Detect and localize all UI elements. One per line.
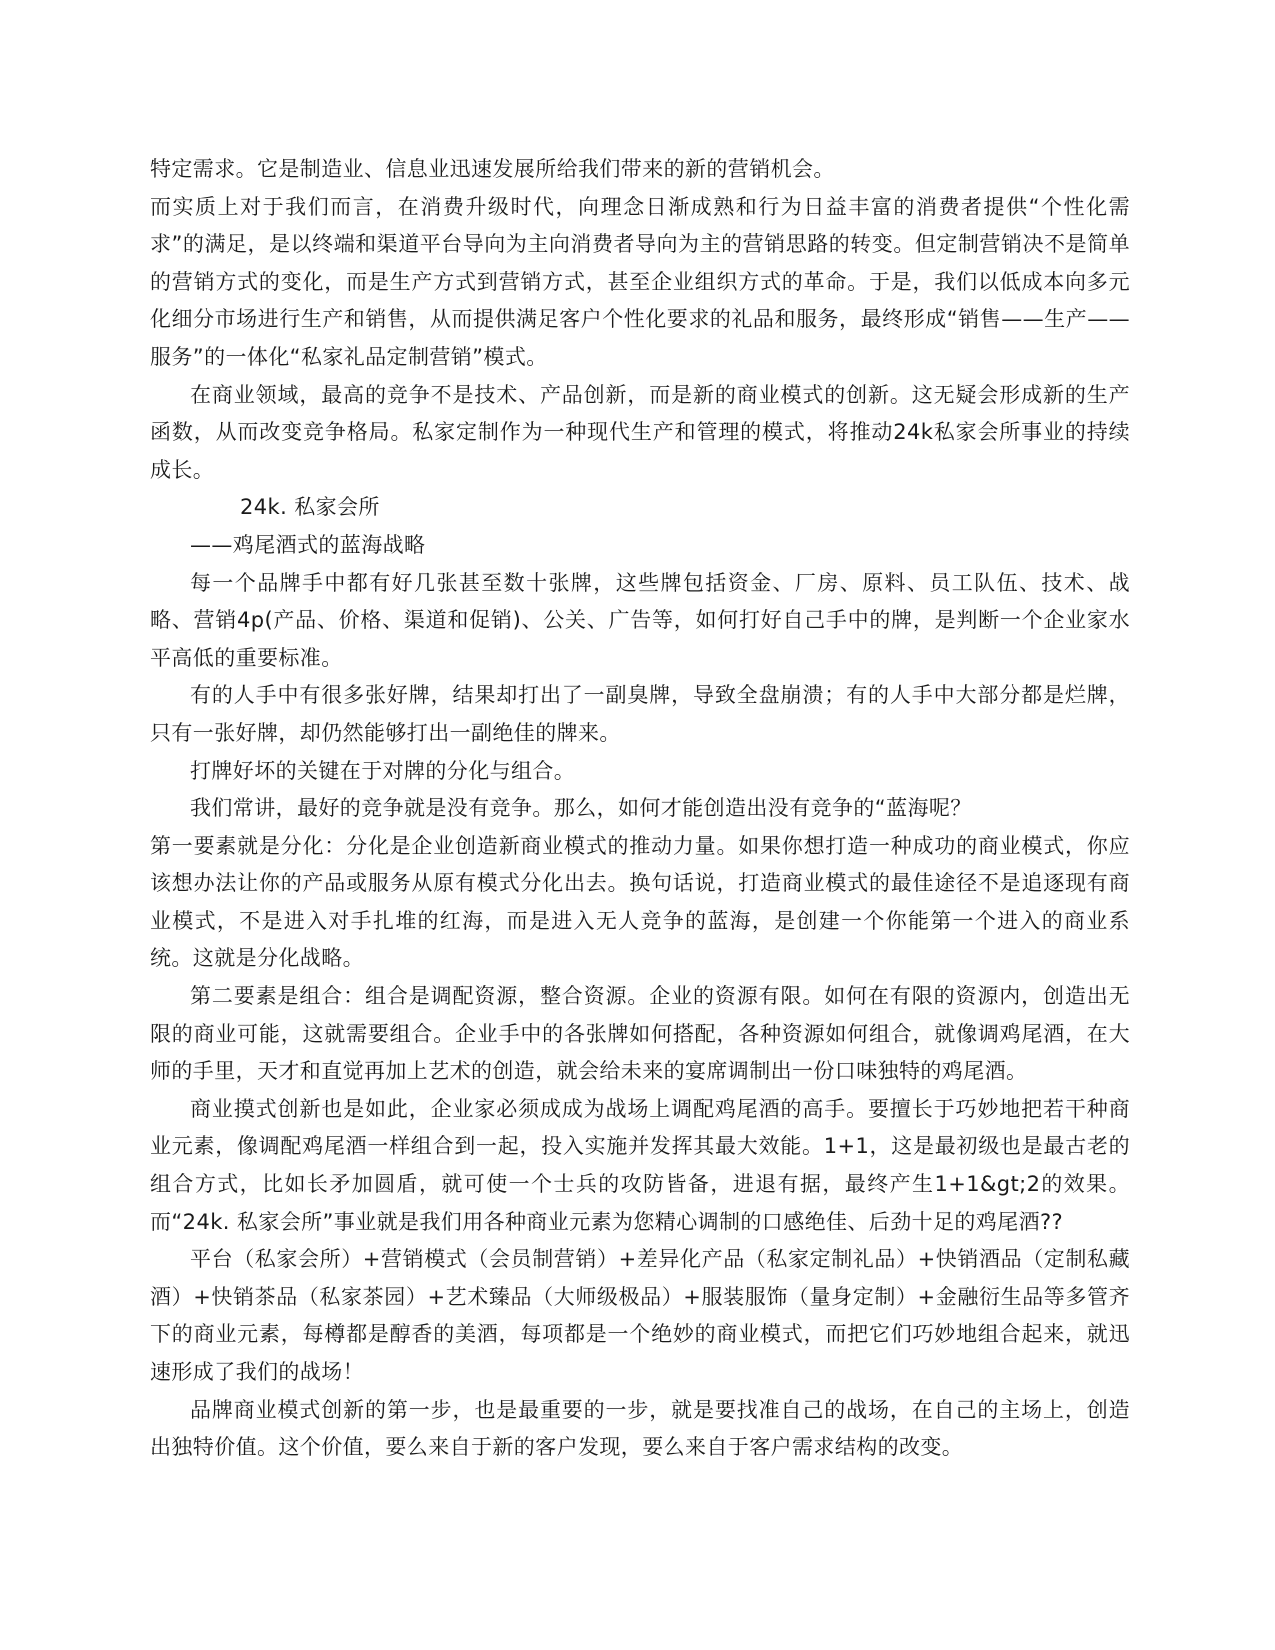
paragraph-3: 在商业领域，最高的竞争不是技术、产品创新，而是新的商业模式的创新。这无疑会形成新的生产函数，从而改变竞争格局。私家定制作为一种现代生产和管理的模式，将推动24k私家会所事业的持续成长。 [150, 382, 1130, 482]
section-subtitle: ——鸡尾酒式的蓝海战略 [190, 532, 426, 557]
paragraph-9: 第二要素是组合：组合是调配资源，整合资源。企业的资源有限。如何在有限的资源内，创造出无限的商业可能，这就需要组合。企业手中的各张牌如何搭配，各种资源如何组合，就像调鸡尾酒，在大师的手里，天才和直觉再加上艺术的创造，就会给未来的宴席调制出一份口味独特的鸡尾酒。 [150, 984, 1130, 1084]
paragraph-2: 而实质上对于我们而言，在消费升级时代，向理念日渐成熟和行为日益丰富的消费者提供“个性化需求”的满足，是以终端和渠道平台导向为主向消费者导向为主的营销思路的转变。但定制营销决不是简单的营销方式的变化，而是生产方式到营销方式，甚至企业组织方式的革命。于是，我们以低成本向多元化细分市场进行生产和销售，从而提供满足客户个性化要求的礼品和服务，最终形成“销售——生产——服务”的一体化“私家礼品定制营销”模式。 [150, 194, 1130, 369]
paragraph-4: 每一个品牌手中都有好几张甚至数十张牌，这些牌包括资金、厂房、原料、员工队伍、技术、战略、营销4p(产品、价格、渠道和促销)、公关、广告等，如何打好自己手中的牌，是判断一个企业家水平高低的重要标准。 [150, 570, 1130, 670]
paragraph-7: 我们常讲，最好的竞争就是没有竞争。那么，如何才能创造出没有竞争的“蓝海呢？ [190, 796, 972, 821]
paragraph-5: 有的人手中有很多张好牌，结果却打出了一副臭牌，导致全盘崩溃；有的人手中大部分都是烂牌，只有一张好牌，却仍然能够打出一副绝佳的牌来。 [150, 683, 1130, 745]
section-title: 24k. 私家会所 [240, 495, 380, 520]
paragraph-12: 品牌商业模式创新的第一步，也是最重要的一步，就是要找准自己的战场，在自己的主场上，创造出独特价值。这个价值，要么来自于新的客户发现，要么来自于客户需求结构的改变。 [150, 1397, 1130, 1460]
paragraph-8: 第一要素就是分化：分化是企业创造新商业模式的推动力量。如果你想打造一种成功的商业模式，你应该想办法让你的产品或服务从原有模式分化出去。换句话说，打造商业模式的最佳途径不是追逐现有商业模式，不是进入对手扎堆的红海，而是进入无人竞争的蓝海，是创建一个你能第一个进入的商业系统。这就是分化战略。 [150, 833, 1130, 971]
paragraph-10: 商业摸式创新也是如此，企业家必须成成为战场上调配鸡尾酒的高手。要擅长于巧妙地把若干种商业元素，像调配鸡尾酒一样组合到一起，投入实施并发挥其最大效能。1+1，这是最初级也是最古老的组合方式，比如长矛加圆盾，就可使一个士兵的攻防皆备，进退有据，最终产生1+1&gt;2的效果。而“24k. 私家会所”事业就是我们用各种商业元素为您精心调制的口感绝佳、后劲十足的鸡尾酒?? [150, 1096, 1130, 1234]
document-body [150, 151, 1130, 1467]
paragraph-11: 平台（私家会所）+营销模式（会员制营销）+差异化产品（私家定制礼品）+快销酒品（定制私藏酒）+快销茶品（私家茶园）+艺术臻品（大师级极品）+服装服饰（量身定制）+金融衍生品等多管齐下的商业元素，每樽都是醇香的美酒，每项都是一个绝妙的商业模式，而把它们巧妙地组合起来，就迅速形成了我们的战场！ [150, 1247, 1130, 1384]
paragraph-1: 特定需求。它是制造业、信息业迅速发展所给我们带来的新的营销机会。 [150, 157, 835, 181]
paragraph-6: 打牌好坏的关键在于对牌的分化与组合。 [190, 758, 576, 783]
